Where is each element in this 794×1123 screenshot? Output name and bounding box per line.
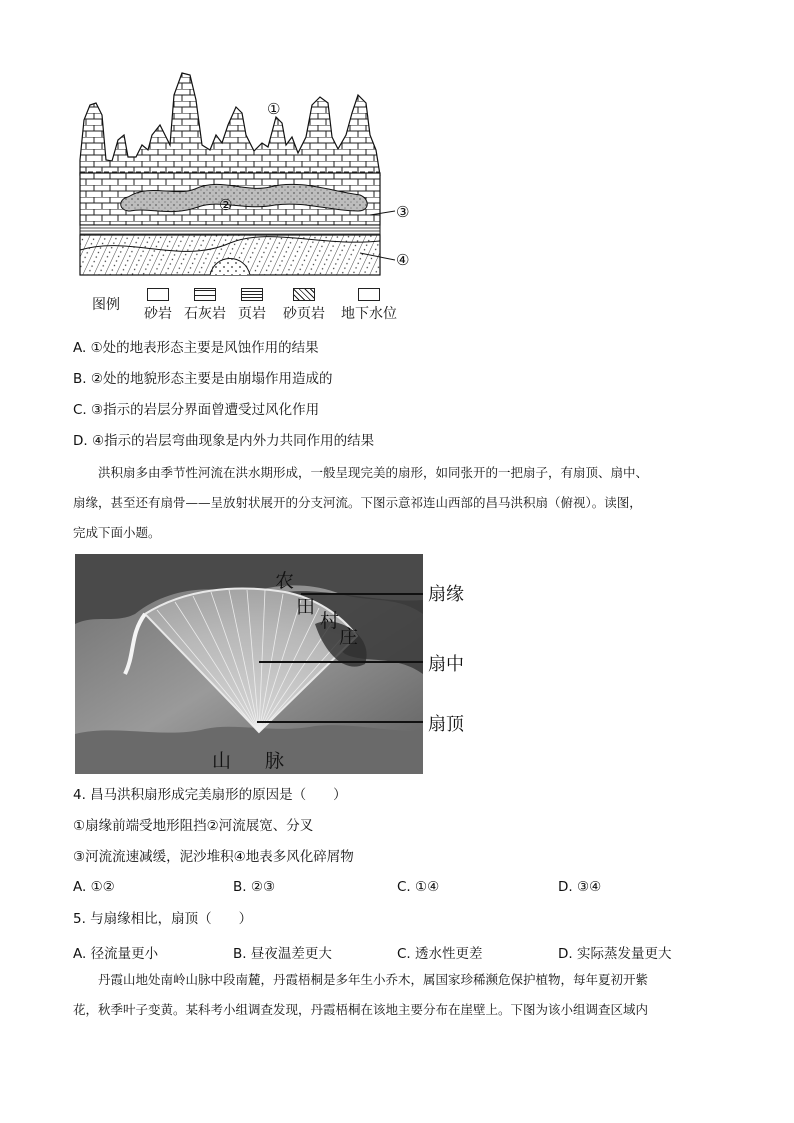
- shale-symbol-icon: [241, 288, 263, 301]
- photo-label-cun: 村: [320, 610, 340, 632]
- q5-option-c: C. 透水性更差: [397, 946, 483, 962]
- q3-option-b: B. ②处的地貌形态主要是由崩塌作用造成的: [73, 371, 333, 387]
- geology-diagram: [70, 65, 420, 285]
- q5-stem: 5. 与扇缘相比，扇顶（ ）: [73, 911, 253, 927]
- callout-fan-apex: 扇顶: [428, 714, 464, 735]
- q5-option-b: B. 昼夜温差更大: [233, 946, 332, 962]
- alluvial-fan-photo: [75, 554, 423, 774]
- limestone-symbol-icon: [194, 288, 216, 301]
- photo-label-zhuang: 庄: [339, 626, 359, 648]
- passage1-line3: 完成下面小题。: [73, 525, 161, 540]
- photo-label-tian: 田: [296, 596, 316, 618]
- legend-sandy-shale: 砂页岩: [276, 288, 332, 323]
- legend-water-table: 地下水位: [336, 288, 402, 323]
- q4-statement-line1: ①扇缘前端受地形阻挡②河流展宽、分叉: [73, 818, 314, 834]
- water-table-symbol-icon: [358, 288, 380, 301]
- legend: [92, 288, 422, 324]
- q4-option-a: A. ①②: [73, 879, 115, 895]
- karst-peaks: [80, 73, 380, 175]
- geology-cross-section-figure: [70, 65, 420, 285]
- q5-option-a: A. 径流量更小: [73, 946, 159, 962]
- q4-stem: 4. 昌马洪积扇形成完美扇形的原因是（ ）: [73, 787, 347, 803]
- marker-4: ④: [396, 251, 410, 269]
- q3-option-c: C. ③指示的岩层分界面曾遭受过风化作用: [73, 402, 320, 418]
- passage1-line1: 洪积扇多由季节性河流在洪水期形成，一般呈现完美的扇形，如同张开的一把扇子，有扇顶、扇中、: [98, 465, 649, 480]
- q4-option-b: B. ②③: [233, 879, 276, 895]
- callout-fan-edge: 扇缘: [428, 584, 464, 605]
- passage2-line1: 丹霞山地处南岭山脉中段南麓，丹霞梧桐是多年生小乔木，属国家珍稀濒危保护植物，每年夏初开紫: [98, 972, 649, 987]
- q4-option-d: D. ③④: [558, 879, 602, 895]
- legend-shale: 页岩: [232, 288, 272, 323]
- callout-fan-middle: 扇中: [428, 654, 464, 675]
- q4-statement-line2: ③河流流速减缓，泥沙堆积④地表多风化碎屑物: [73, 849, 354, 865]
- passage1-line2: 扇缘，甚至还有扇骨——呈放射状展开的分支河流。下图示意祁连山西部的昌马洪积扇（俯视）。读图，: [73, 495, 642, 510]
- sandy-shale-symbol-icon: [293, 288, 315, 301]
- fan-satellite-image: [75, 554, 423, 774]
- passage-alluvial-fan: [73, 458, 723, 548]
- marker-2: ②: [219, 196, 233, 214]
- sandstone-symbol-icon: [147, 288, 169, 301]
- q5-option-d: D. 实际蒸发量更大: [558, 946, 672, 962]
- q3-option-d: D. ④指示的岩层弯曲现象是内外力共同作用的结果: [73, 433, 375, 449]
- passage2-line2: 花，秋季叶子变黄。某科考小组调查发现，丹霞梧桐在该地主要分布在崖壁上。下图为该小组调查区域内: [73, 1002, 649, 1017]
- photo-label-shan: 山: [212, 750, 232, 772]
- marker-1: ①: [267, 100, 281, 118]
- q3-option-a: A. ①处的地表形态主要是风蚀作用的结果: [73, 340, 319, 356]
- passage-danxia: [73, 965, 723, 1025]
- photo-label-nong: 农: [275, 570, 295, 592]
- marker-3: ③: [396, 203, 410, 221]
- q4-option-c: C. ①④: [397, 879, 440, 895]
- photo-label-mai: 脉: [265, 750, 285, 772]
- legend-sandstone: 砂岩: [136, 288, 180, 323]
- legend-limestone: 石灰岩: [180, 288, 230, 323]
- legend-title: 图例: [92, 297, 120, 313]
